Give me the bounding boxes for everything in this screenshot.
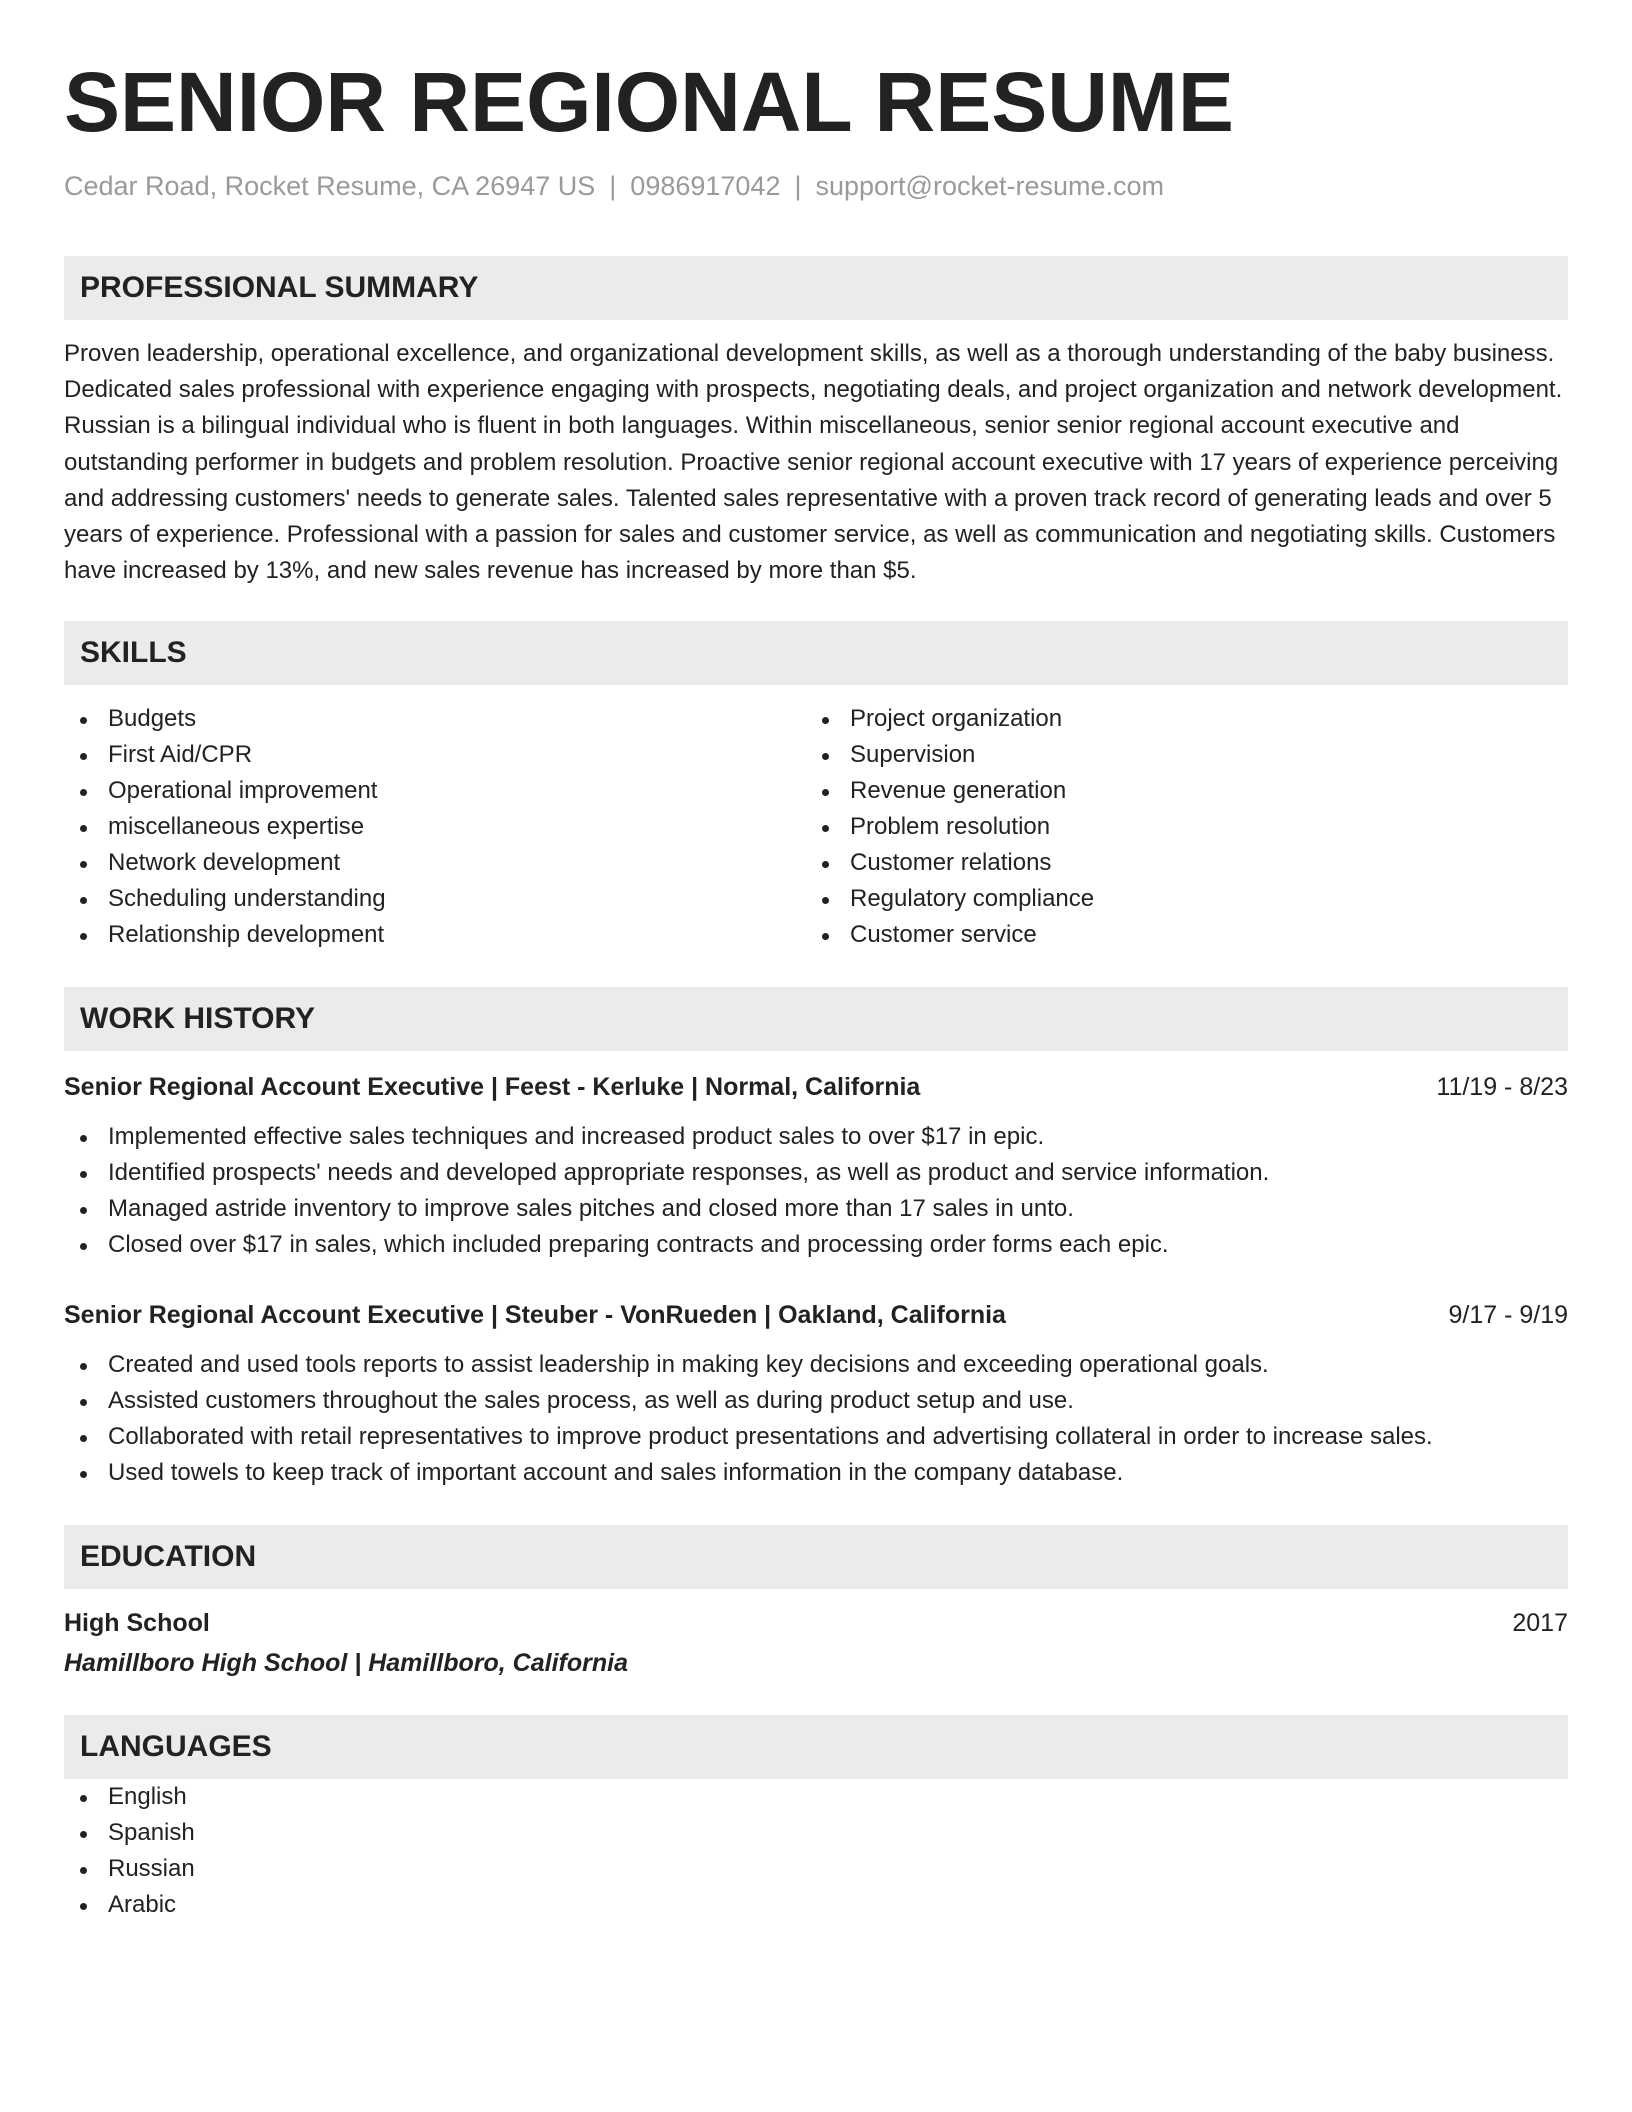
job-header <box>64 1297 1568 1333</box>
contact-phone: 0986917042 <box>630 171 781 201</box>
languages-list <box>64 1779 1568 1923</box>
skills-list-right <box>806 701 1548 953</box>
skill-item: Operational improvement <box>64 773 806 809</box>
job-dates: 11/19 - 8/23 <box>1436 1073 1568 1102</box>
job-bullets <box>64 1119 1568 1263</box>
resume-page <box>64 52 1568 1923</box>
language-item: Russian <box>64 1851 1568 1887</box>
skill-item: Budgets <box>64 701 806 737</box>
skill-item: Relationship development <box>64 917 806 953</box>
skill-item: Scheduling understanding <box>64 881 806 917</box>
summary-heading: PROFESSIONAL SUMMARY <box>64 256 1568 320</box>
job-title: Senior Regional Account Executive | Steuber - VonRueden | Oakland, California <box>64 1301 1006 1330</box>
job-bullet: Managed astride inventory to improve sales pitches and closed more than 17 sales in unto. <box>64 1191 1568 1227</box>
job-bullet: Used towels to keep track of important account and sales information in the company database. <box>64 1455 1568 1491</box>
contact-address: Cedar Road, Rocket Resume, CA 26947 US <box>64 171 596 201</box>
job-bullet: Assisted customers throughout the sales process, as well as during product setup and use. <box>64 1383 1568 1419</box>
contact-email: support@rocket-resume.com <box>815 171 1165 201</box>
education-section <box>64 1525 1568 1681</box>
language-item: Arabic <box>64 1887 1568 1923</box>
education-school: Hamillboro High School | Hamillboro, California <box>64 1649 628 1678</box>
job-bullet: Closed over $17 in sales, which included preparing contracts and processing order forms each epic. <box>64 1227 1568 1263</box>
skill-item: miscellaneous expertise <box>64 809 806 845</box>
summary-section <box>64 256 1568 589</box>
work-history-heading: WORK HISTORY <box>64 987 1568 1051</box>
skill-item: Revenue generation <box>806 773 1548 809</box>
skill-item: Project organization <box>806 701 1548 737</box>
contact-separator: | <box>794 171 802 201</box>
language-item: English <box>64 1779 1568 1815</box>
skills-section <box>64 621 1568 953</box>
education-heading: EDUCATION <box>64 1525 1568 1589</box>
job-dates: 9/17 - 9/19 <box>1448 1301 1568 1330</box>
language-item: Spanish <box>64 1815 1568 1851</box>
skill-item: Supervision <box>806 737 1548 773</box>
job-entry <box>64 1297 1568 1491</box>
job-bullet: Implemented effective sales techniques and increased product sales to over $17 in epic. <box>64 1119 1568 1155</box>
job-bullet: Identified prospects' needs and developed appropriate responses, as well as product and service information. <box>64 1155 1568 1191</box>
skill-item: Network development <box>64 845 806 881</box>
contact-line <box>64 166 1568 206</box>
job-bullets <box>64 1347 1568 1491</box>
education-header <box>64 1605 1568 1641</box>
languages-section <box>64 1715 1568 1923</box>
skill-item: Regulatory compliance <box>806 881 1548 917</box>
skills-heading: SKILLS <box>64 621 1568 685</box>
job-header <box>64 1069 1568 1105</box>
job-title: Senior Regional Account Executive | Feest - Kerluke | Normal, California <box>64 1073 921 1102</box>
skill-item: Problem resolution <box>806 809 1548 845</box>
summary-text: Proven leadership, operational excellence, and organizational development skills, as well as a thorough understanding of the baby business. Dedicated sales professional with experience engaging with prospects, negotiating deals, and project organization and network development. Russian is a bilingual individual who is fluent in both languages. Within miscellaneous, senior senior regional account executive and outstanding performer in budgets and problem resolution. Proactive senior regional account executive with 17 years of experience perceiving and addressing customers' needs to generate sales. Talented sales representative with a proven track record of generating leads and over 5 years of experience. Professional with a passion for sales and customer service, as well as communication and negotiating skills. Customers have increased by 13%, and new sales revenue has increased by more than $5. <box>64 340 1563 585</box>
education-year: 2017 <box>1512 1609 1568 1638</box>
job-bullet: Collaborated with retail representatives to improve product presentations and advertising collateral in order to increase sales. <box>64 1419 1568 1455</box>
job-bullet: Created and used tools reports to assist leadership in making key decisions and exceeding operational goals. <box>64 1347 1568 1383</box>
skill-item: Customer relations <box>806 845 1548 881</box>
resume-name: SENIOR REGIONAL RESUME <box>64 55 1234 149</box>
skill-item: Customer service <box>806 917 1548 953</box>
skills-grid <box>64 701 1568 953</box>
work-history-section <box>64 987 1568 1491</box>
languages-heading: LANGUAGES <box>64 1715 1568 1779</box>
skill-item: First Aid/CPR <box>64 737 806 773</box>
education-degree: High School <box>64 1609 210 1638</box>
skills-list-left <box>64 701 806 953</box>
job-entry <box>64 1069 1568 1263</box>
contact-separator: | <box>609 171 617 201</box>
